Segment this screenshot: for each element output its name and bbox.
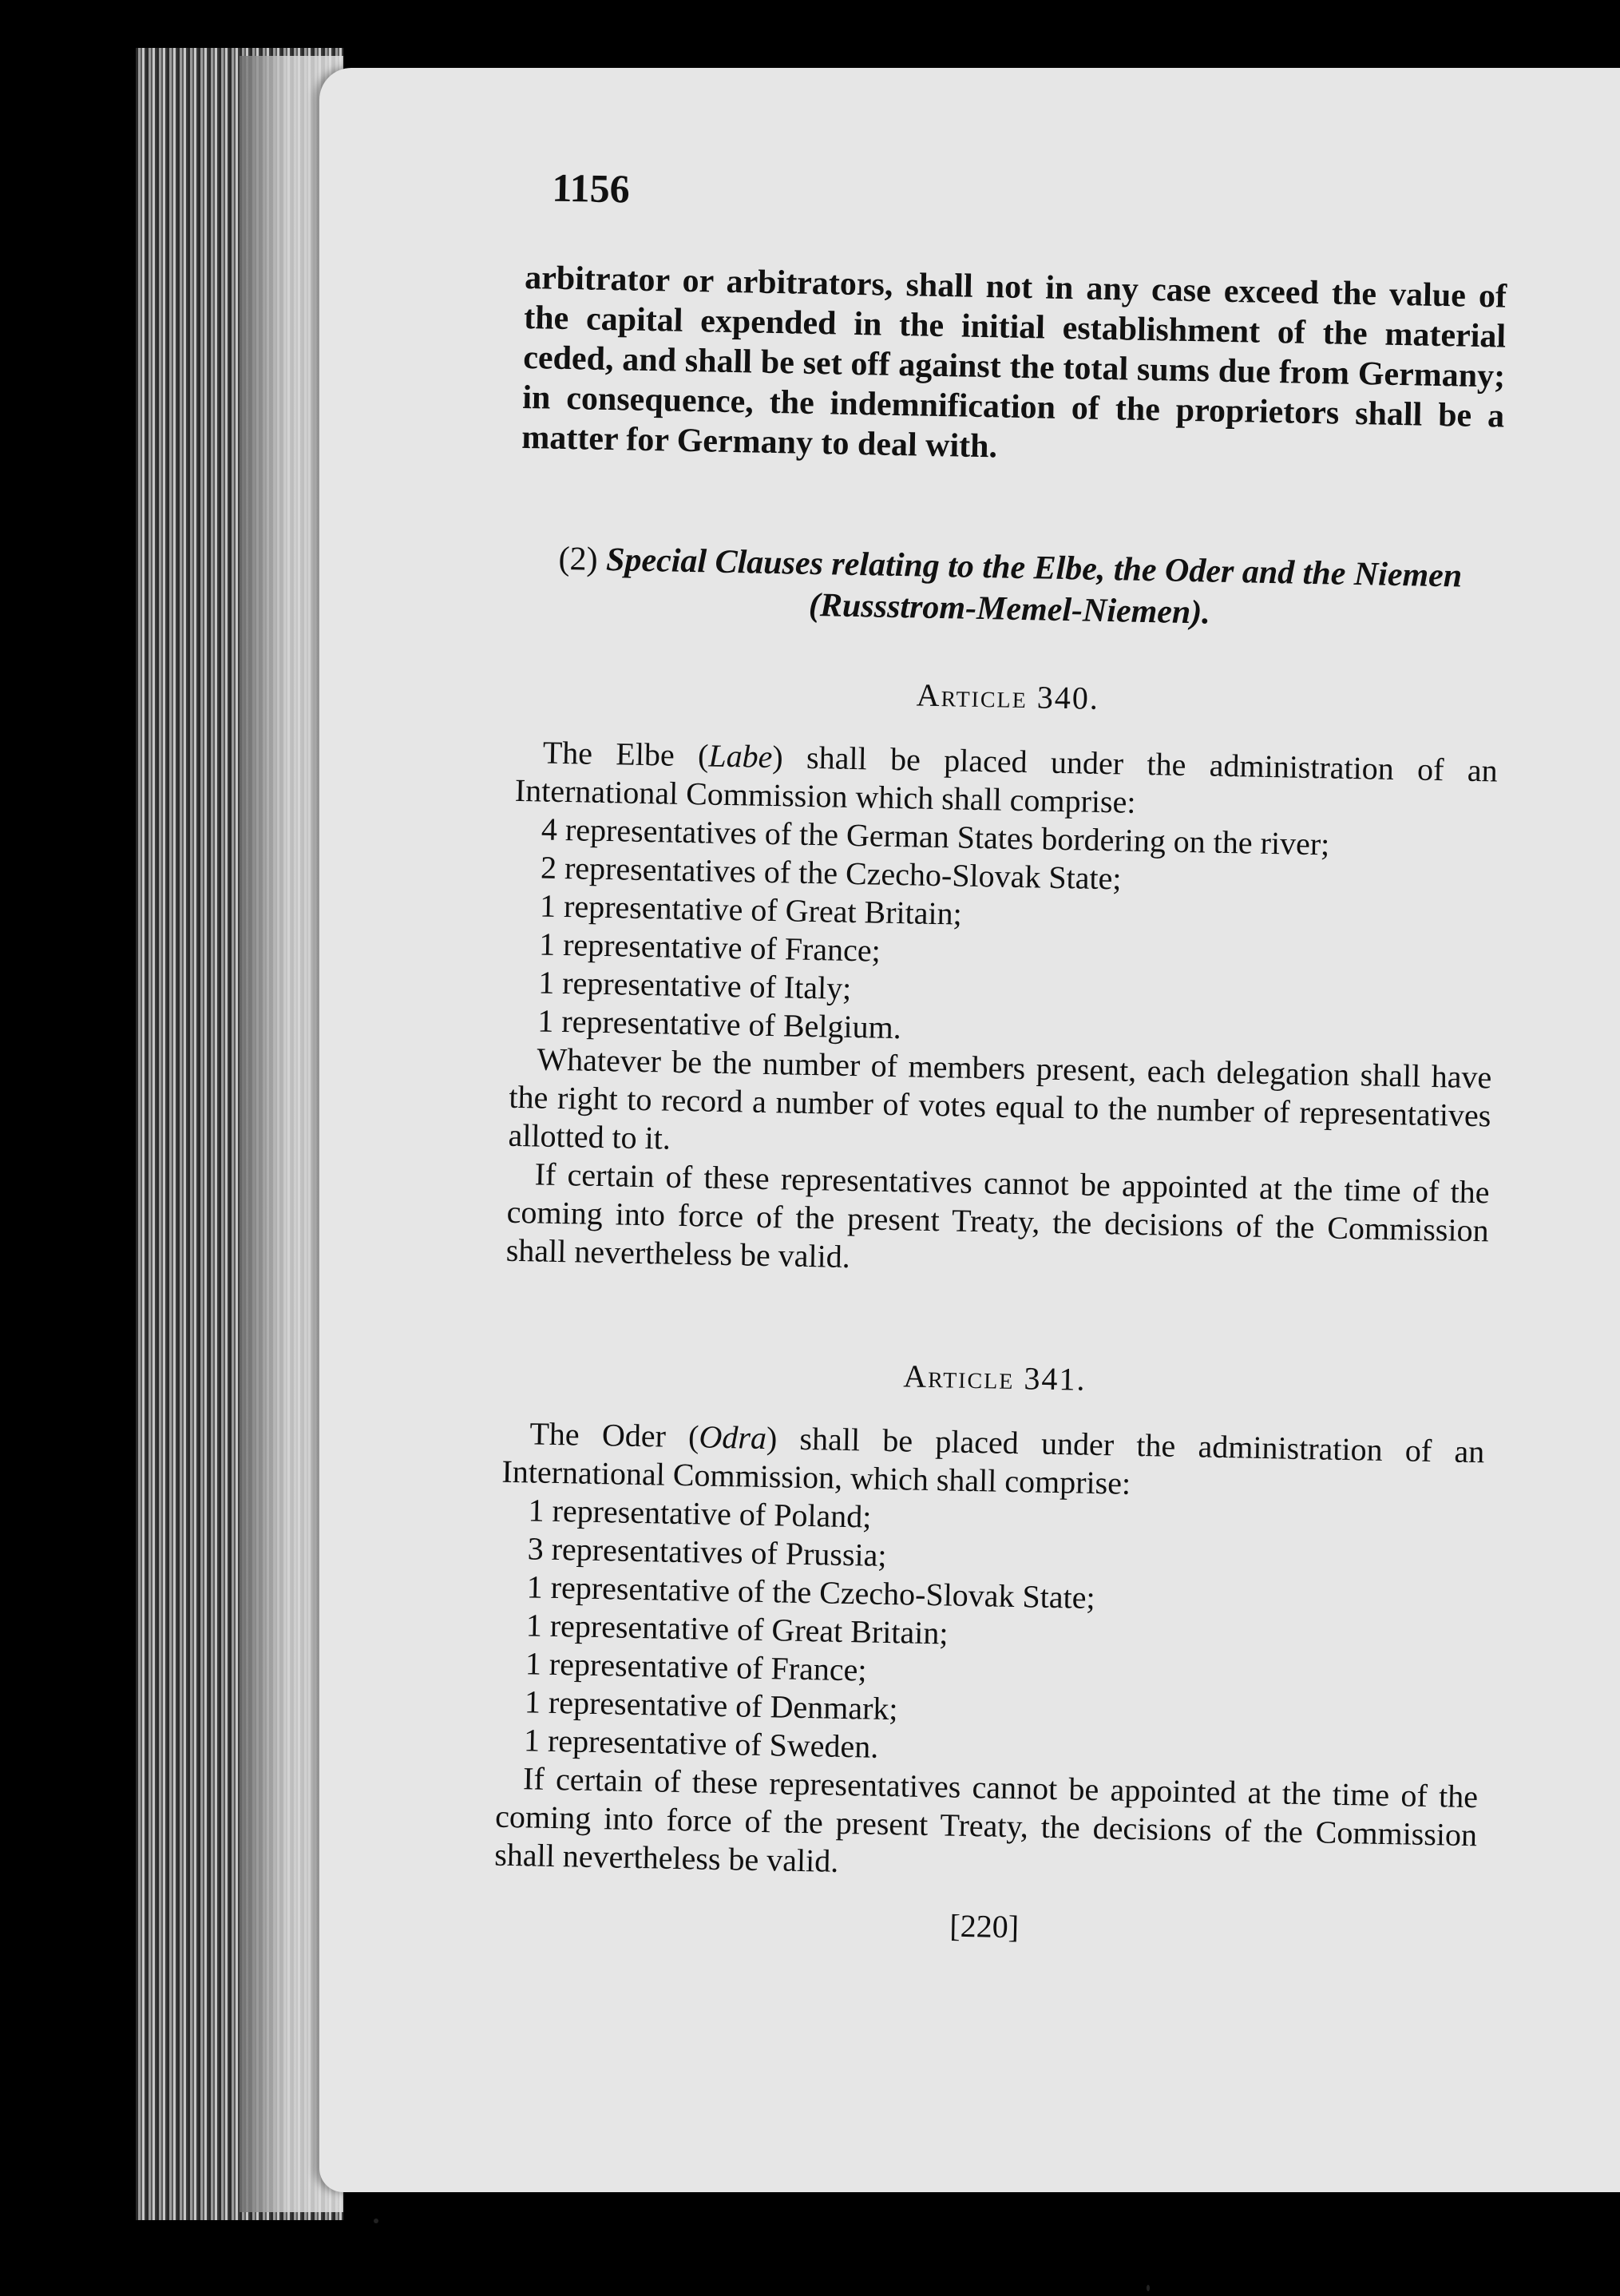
page-number: 1156 [551, 165, 631, 212]
article-341-opening-before: The Oder ( [529, 1415, 699, 1455]
article-340-opening-italic: Labe [708, 737, 773, 775]
page-content [493, 164, 1508, 1954]
article-340-representatives [510, 810, 1496, 1059]
article-340-opening-before: The Elbe ( [542, 734, 709, 774]
list-item: 2 representatives of the Czecho-Slovak State; [540, 849, 1122, 897]
list-item: 3 representatives of Prussia; [527, 1530, 887, 1573]
article-340-votes-paragraph: Whatever be the number of members present, each delegation shall have the right to record a number of votes equal to the number of representatives allotted to it. [508, 1041, 1492, 1156]
article-340-opening-after: ) shall be placed under the administration of an International Commission which shall comprise: [514, 739, 1499, 820]
list-item: 1 representative of Italy; [537, 964, 852, 1006]
list-item: 1 representative of Great Britain; [525, 1607, 949, 1652]
list-item: 1 representative of Great Britain; [539, 887, 963, 932]
list-item: 1 representative of Sweden. [523, 1722, 879, 1765]
article-341-validity-paragraph: If certain of these representatives cannot be appointed at the time of the coming into force of the present Treaty, the decisions of the Commission shall nevertheless be valid. [493, 1760, 1479, 1879]
section-title: Special Clauses relating to the Elbe, the Oder and the Niemen (Russstrom-Memel-Niemen). [605, 541, 1463, 632]
list-item: 4 representatives of the German States bordering on the river; [541, 811, 1330, 862]
intro-paragraph: arbitrator or arbitrators, shall not in any case exceed the value of the capital expended in the initial establishment of the material ceded, and shall be set off against the total sums due from Germany; in consequence, the indemnification of the proprietors shall be a matter for Germany to deal with. [521, 259, 1507, 466]
list-item: 1 representative of Poland; [528, 1492, 872, 1535]
list-item: 1 representative of the Czecho-Slovak State; [526, 1568, 1096, 1616]
section-number: (2) [558, 540, 599, 578]
article-341-opening-after: ) shall be placed under the administration of an International Commission, which shall comprise: [501, 1420, 1485, 1501]
article-341-representatives [497, 1491, 1483, 1779]
article-341-heading: Article 341. [902, 1358, 1087, 1398]
footer-page-number: [220] [949, 1907, 1020, 1945]
dust-speck [1147, 2285, 1150, 2291]
list-item: 1 representative of France; [525, 1645, 867, 1688]
article-340-heading: Article 340. [916, 676, 1100, 716]
dust-speck [374, 2219, 378, 2223]
list-item: 1 representative of Denmark; [524, 1683, 898, 1727]
list-item: 1 representative of France; [538, 926, 881, 969]
article-340-validity-paragraph: If certain of these representatives cannot be appointed at the time of the coming into force of the present Treaty, the decisions of the Commission shall nevertheless be valid. [505, 1156, 1490, 1275]
article-341-opening-italic: Odra [699, 1418, 767, 1457]
section-heading [518, 537, 1502, 640]
list-item: 1 representative of Belgium. [537, 1002, 902, 1046]
